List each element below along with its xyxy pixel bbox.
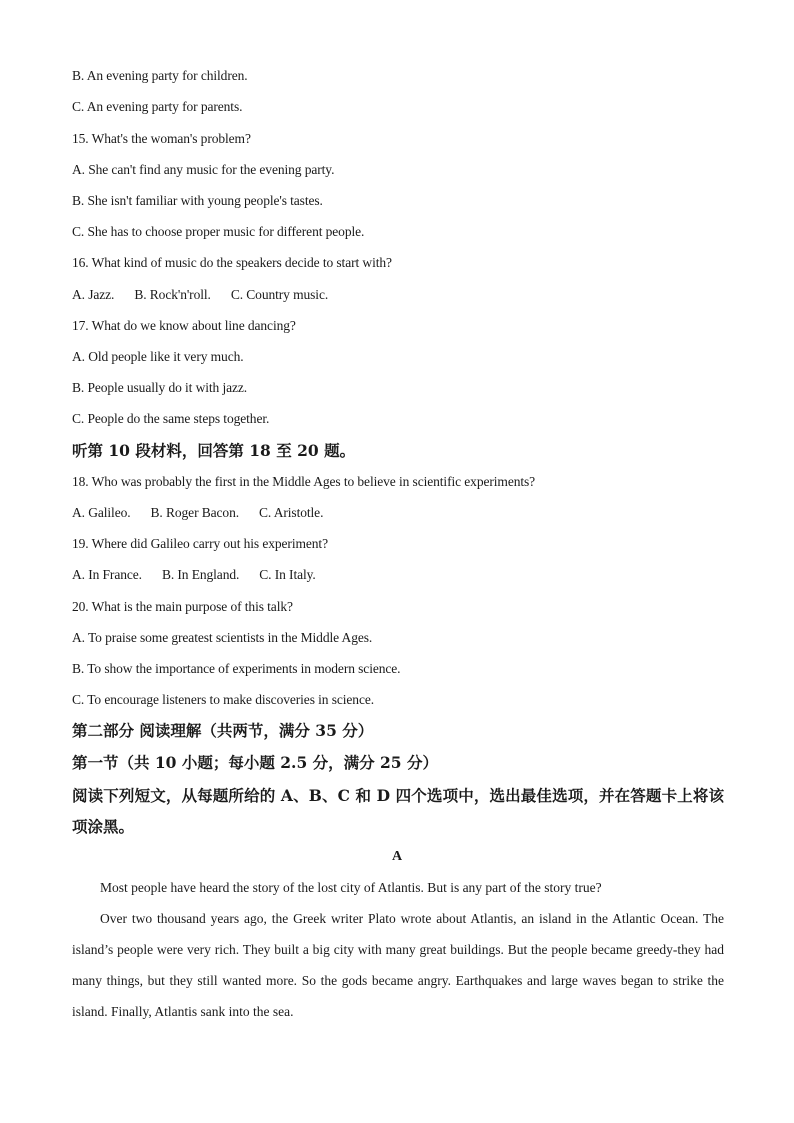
q17-question: 17. What do we know about line dancing? — [72, 318, 296, 333]
section-one-heading: 第一节（共 10 小题；每小题 2.5 分，满分 25 分） — [72, 753, 438, 772]
q17-option-b: B. People usually do it with jazz. — [72, 380, 248, 395]
q16-option-a: A. Jazz. — [72, 287, 115, 302]
q20-question: 20. What is the main purpose of this talk? — [72, 599, 293, 614]
q18-question: 18. Who was probably the first in the Middle Ages to believe in scientific experiments? — [72, 474, 536, 489]
q19-option-c: C. In Italy. — [259, 567, 316, 582]
q17-option-c: C. People do the same steps together. — [72, 411, 270, 426]
reading-instruction: 阅读下列短文，从每题所给的 A、B、C 和 D 四个选项中，选出最佳选项，并在答题卡上将该项涂黑。 — [72, 786, 724, 836]
q15-question: 15. What's the woman's problem? — [72, 131, 251, 146]
q16-question: 16. What kind of music do the speakers decide to start with? — [72, 255, 392, 270]
q17-option-a: A. Old people like it very much. — [72, 349, 244, 364]
q16-option-b: B. Rock'n'roll. — [134, 287, 211, 302]
q18-option-a: A. Galileo. — [72, 505, 131, 520]
q19-question: 19. Where did Galileo carry out his experiment? — [72, 536, 328, 551]
q18-option-b: B. Roger Bacon. — [150, 505, 240, 520]
q19-option-b: B. In England. — [161, 567, 240, 582]
section-10-heading: 听第 10 段材料，回答第 18 至 20 题。 — [72, 441, 356, 460]
q16-options — [72, 286, 328, 304]
passage-paragraph-2: Over two thousand years ago, the Greek writer Plato wrote about Atlantis, an island in the Atlantic Ocean. The island’s people were very rich. They built a big city with many great buildings. But the people became greedy-they had many things, but they still wanted more. So the gods became angry. Earthquakes and large waves began to strike the island. Finally, Atlantis sank into the sea. — [72, 911, 724, 1019]
q19-option-a: A. In France. — [72, 567, 142, 582]
q20-option-a: A. To praise some greatest scientists in the Middle Ages. — [72, 630, 373, 645]
q20-option-c: C. To encourage listeners to make discoveries in science. — [72, 692, 375, 707]
q14-option-c: C. An evening party for parents. — [72, 99, 243, 114]
q18-options — [72, 504, 323, 522]
q16-option-c: C. Country music. — [230, 287, 329, 302]
passage-title: A — [391, 849, 403, 864]
q14-option-b: B. An evening party for children. — [72, 68, 248, 83]
q20-option-b: B. To show the importance of experiments in modern science. — [72, 661, 401, 676]
q19-options — [72, 566, 316, 584]
q18-option-c: C. Aristotle. — [259, 505, 324, 520]
passage-paragraph-1: Most people have heard the story of the lost city of Atlantis. But is any part of the story true? — [100, 880, 602, 895]
q15-option-a: A. She can't find any music for the evening party. — [72, 162, 335, 177]
q15-option-b: B. She isn't familiar with young people's tastes. — [72, 193, 323, 208]
q15-option-c: C. She has to choose proper music for different people. — [72, 224, 365, 239]
part-two-heading: 第二部分 阅读理解（共两节，满分 35 分） — [72, 721, 374, 740]
